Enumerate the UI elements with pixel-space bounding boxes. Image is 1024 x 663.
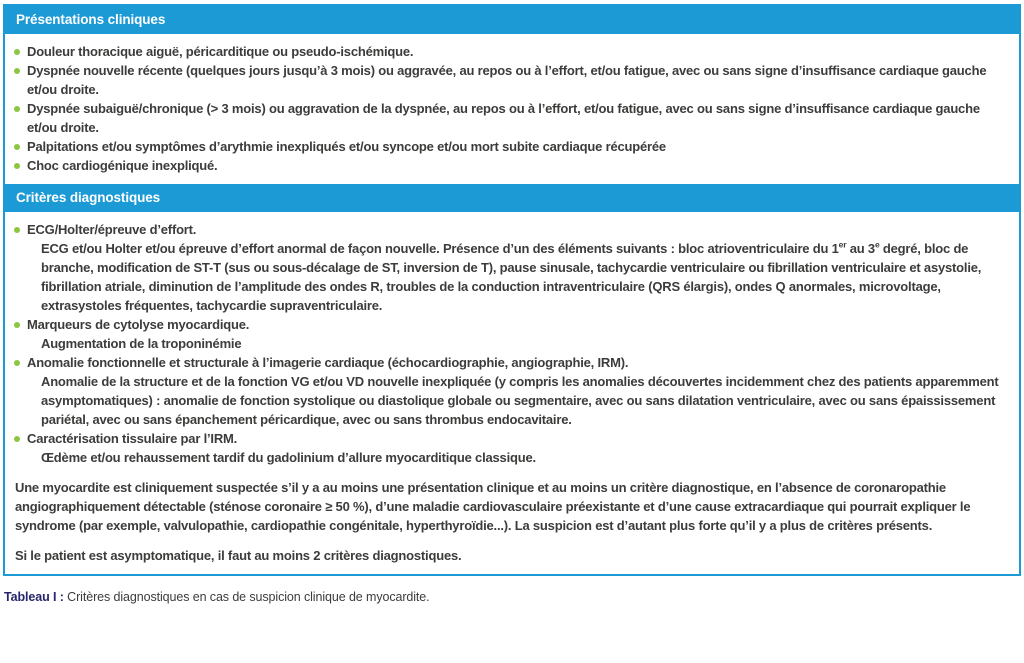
list-item-detail: Anomalie de la structure et de la fonction VG et/ou VD nouvelle inexpliquée (y compris les anomalies découvertes incidemment chez des patients apparemment asymptomatiques) : anomalie de fonction systolique ou diastolique globale ou segmentaire, avec ou sans dilatation ventriculaire, avec ou sans épaississement pariétal, avec ou sans épanchement péricardique, avec ou sans thrombus endocavitaire. [41,374,999,427]
bullet-icon [14,436,20,442]
list-item [14,353,1005,429]
bullet-icon [14,144,20,150]
section-header-presentations-cliniques: Présentations cliniques [5,6,1019,34]
diagnostic-criteria-table [3,4,1021,576]
asymptomatic-rule-paragraph: Si le patient est asymptomatique, il faut au moins 2 critères diagnostiques. [15,548,462,563]
list-item-text: Douleur thoracique aiguë, péricarditique ou pseudo-ischémique. [27,44,414,59]
bullet-icon [14,106,20,112]
bullet-icon [14,227,20,233]
list-item-text: Dyspnée subaiguë/chronique (> 3 mois) ou aggravation de la dyspnée, au repos ou à l’effort, et/ou fatigue, avec ou sans signe d’insuffisance cardiaque gauche et/ou droite. [27,101,980,135]
bullet-icon [14,49,20,55]
suspicion-definition-paragraph: Une myocardite est cliniquement suspectée s’il y a au moins une présentation clinique et au moins un critère diagnostique, en l’absence de coronaropathie angiographiquement détectable (sténose coronaire ≥ 50 %), d’une maladie cardiovasculaire préexistante et d’une cause extracardiaque qui pourrait expliquer le syndrome (par exemple, valvulopathie, cardiopathie congénitale, hyperthyroïdie...). La suspicion est d’autant plus forte qu’il y a plus de critères présents. [15,480,971,533]
list-item-detail: Œdème et/ou rehaussement tardif du gadolinium d’allure myocarditique classique. [41,450,536,465]
clinical-presentations-list [14,42,1005,175]
list-item-text: Dyspnée nouvelle récente (quelques jours jusqu’à 3 mois) ou aggravée, au repos ou à l’effort, et/ou fatigue, avec ou sans signe d’insuffisance cardiaque gauche et/ou droite. [27,63,987,97]
list-item-detail: Augmentation de la troponinémie [41,336,242,351]
bullet-icon [14,322,20,328]
section-body-criteres-diagnostiques [5,212,1019,574]
bullet-icon [14,163,20,169]
list-item-text: Palpitations et/ou symptômes d’arythmie inexpliqués et/ou syncope et/ou mort subite cardiaque récupérée [27,139,666,154]
list-item-text: ECG/Holter/épreuve d’effort. [27,222,197,237]
list-item [14,99,1005,137]
detail-text-part: ECG et/ou Holter et/ou épreuve d’effort anormal de façon nouvelle. Présence d’un des éléments suivants : bloc atrioventriculaire du 1 [41,241,839,256]
table-caption-label: Tableau I : [4,590,64,604]
list-item-text: Marqueurs de cytolyse myocardique. [27,317,250,332]
ordinal-superscript: e [874,239,880,250]
list-item [14,137,1005,156]
list-item-text: Caractérisation tissulaire par l’IRM. [27,431,238,446]
list-item [14,315,1005,353]
list-item [14,429,1005,467]
bullet-icon [14,68,20,74]
table-caption [4,589,1021,605]
list-item-detail [41,239,1005,315]
detail-text-part: au 3 [846,241,875,256]
diagnostic-criteria-list [14,220,1005,467]
list-item [14,42,1005,61]
section-header-criteres-diagnostiques: Critères diagnostiques [5,184,1019,212]
table-caption-text: Critères diagnostiques en cas de suspicion clinique de myocardite. [67,590,430,604]
ordinal-superscript: er [838,239,847,250]
list-item [14,61,1005,99]
list-item [14,220,1005,315]
list-item-text: Choc cardiogénique inexpliqué. [27,158,218,173]
detail-text-part: degré, bloc de branche, modification de ST-T (sus ou sous-décalage de ST, inversion de T), pause sinusale, tachycardie ventriculaire ou fibrillation ventriculaire et asystolie, fibrillation atriale, diminution de l’amplitude des ondes R, troubles de la conduction intraventriculaire (QRS élargis), ondes Q anormales, microvoltage, extrasystoles fréquentes, tachycardie supraventriculaire. [41,241,982,313]
bullet-icon [14,360,20,366]
section-body-presentations-cliniques [5,34,1019,184]
list-item-text: Anomalie fonctionnelle et structurale à l’imagerie cardiaque (échocardiographie, angiographie, IRM). [27,355,629,370]
list-item [14,156,1005,175]
